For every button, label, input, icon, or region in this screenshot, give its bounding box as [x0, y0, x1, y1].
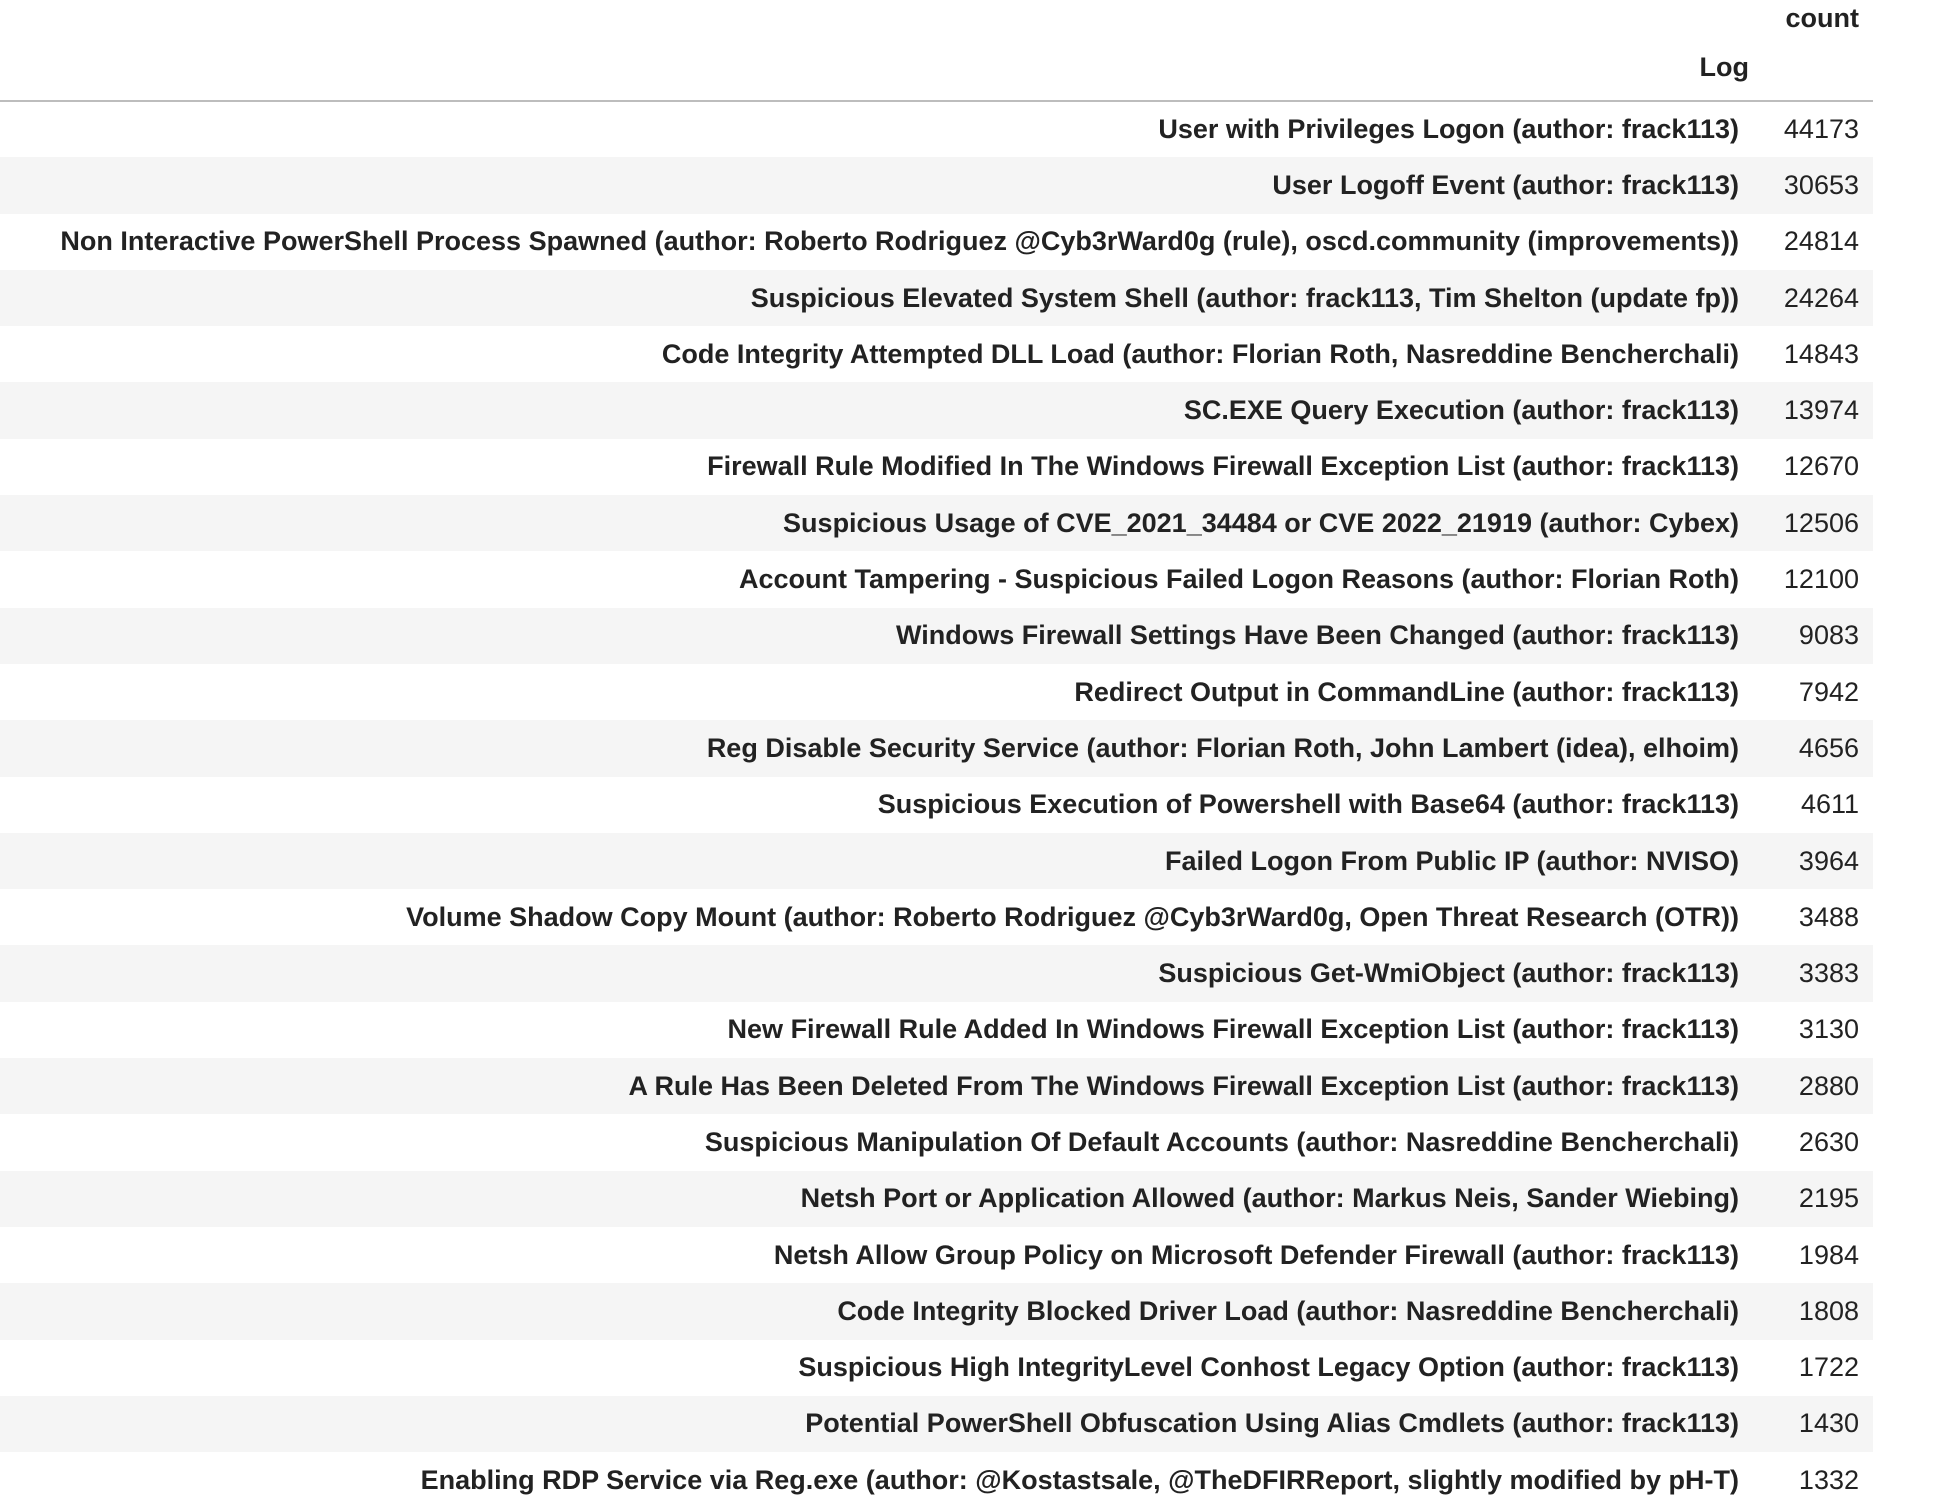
count-cell: 4611	[1800, 789, 1859, 820]
log-name-cell: A Rule Has Been Deleted From The Windows Firewall Exception List (author: frack113)	[628, 1070, 1739, 1101]
table-row	[0, 214, 1873, 270]
count-cell: 3130	[1798, 1014, 1859, 1045]
count-cell: 3964	[1798, 845, 1859, 876]
log-name-cell: Code Integrity Blocked Driver Load (author: Nasreddine Bencherchali)	[837, 1295, 1739, 1326]
count-cell: 3383	[1798, 958, 1859, 989]
table-row	[0, 439, 1873, 495]
table-row	[0, 157, 1873, 213]
count-cell: 44173	[1783, 114, 1859, 145]
log-name-cell: Potential PowerShell Obfuscation Using Alias Cmdlets (author: frack113)	[805, 1408, 1739, 1439]
log-name-cell: User with Privileges Logon (author: frack113)	[1158, 114, 1739, 145]
count-cell: 13974	[1783, 395, 1859, 426]
table-row	[0, 1227, 1873, 1283]
table-row	[0, 1283, 1873, 1339]
log-name-cell: Suspicious Manipulation Of Default Accounts (author: Nasreddine Bencherchali)	[704, 1126, 1739, 1157]
table-row	[0, 270, 1873, 326]
count-cell: 24814	[1783, 226, 1859, 257]
log-name-cell: New Firewall Rule Added In Windows Firewall Exception List (author: frack113)	[727, 1014, 1739, 1045]
count-cell: 2630	[1798, 1126, 1859, 1157]
log-index-header: Log	[0, 34, 1763, 101]
log-name-cell: Netsh Allow Group Policy on Microsoft Defender Firewall (author: frack113)	[773, 1239, 1739, 1270]
log-name-cell: Failed Logon From Public IP (author: NVISO)	[1164, 845, 1739, 876]
log-name-cell: SC.EXE Query Execution (author: frack113)	[1183, 395, 1739, 426]
table-row	[0, 551, 1873, 607]
log-name-cell: Account Tampering - Suspicious Failed Logon Reasons (author: Florian Roth)	[738, 564, 1739, 595]
log-name-cell: Volume Shadow Copy Mount (author: Roberto Rodriguez @Cyb3rWard0g, Open Threat Research (OTR))	[406, 901, 1739, 932]
table-row	[0, 889, 1873, 945]
column-header-row	[0, 0, 1873, 34]
count-cell: 9083	[1798, 620, 1859, 651]
log-name-cell: Suspicious Execution of Powershell with Base64 (author: frack113)	[877, 789, 1739, 820]
table-row	[0, 1171, 1873, 1227]
log-name-cell: Netsh Port or Application Allowed (author: Markus Neis, Sander Wiebing)	[800, 1183, 1739, 1214]
log-name-cell: Windows Firewall Settings Have Been Changed (author: frack113)	[896, 620, 1739, 651]
index-header-spacer	[1763, 34, 1873, 101]
table-body	[0, 101, 1873, 1506]
log-name-cell: Suspicious Elevated System Shell (author: frack113, Tim Shelton (update fp))	[750, 282, 1739, 313]
table-row	[0, 720, 1873, 776]
table-row	[0, 1058, 1873, 1114]
log-name-cell: Code Integrity Attempted DLL Load (author: Florian Roth, Nasreddine Bencherchali)	[661, 338, 1739, 369]
count-cell: 1430	[1798, 1408, 1859, 1439]
count-cell: 2195	[1798, 1183, 1859, 1214]
table-row	[0, 495, 1873, 551]
count-cell: 4656	[1798, 732, 1859, 763]
table-row	[0, 1340, 1873, 1396]
count-cell: 1984	[1798, 1239, 1859, 1270]
log-name-cell: User Logoff Event (author: frack113)	[1272, 169, 1739, 200]
count-cell: 1332	[1798, 1464, 1859, 1495]
count-cell: 24264	[1783, 282, 1859, 313]
log-name-cell: Suspicious Get-WmiObject (author: frack113)	[1158, 958, 1739, 989]
count-cell: 14843	[1783, 338, 1859, 369]
table-row	[0, 664, 1873, 720]
count-cell: 12100	[1783, 564, 1859, 595]
log-name-cell: Suspicious Usage of CVE_2021_34484 or CVE 2022_21919 (author: Cybex)	[783, 507, 1739, 538]
index-name-row	[0, 34, 1873, 101]
log-name-cell: Redirect Output in CommandLine (author: frack113)	[1074, 676, 1739, 707]
table-row	[0, 608, 1873, 664]
count-column-header: count	[1763, 0, 1873, 34]
count-cell: 2880	[1798, 1070, 1859, 1101]
count-cell: 12670	[1783, 451, 1859, 482]
table-row	[0, 833, 1873, 889]
count-cell: 1808	[1798, 1295, 1859, 1326]
log-name-cell: Non Interactive PowerShell Process Spawned (author: Roberto Rodriguez @Cyb3rWard0g (rule), oscd.community (improvements))	[60, 226, 1739, 257]
table-row	[0, 382, 1873, 438]
log-name-cell: Enabling RDP Service via Reg.exe (author: @Kostastsale, @TheDFIRReport, slightly modified by pH-T)	[420, 1464, 1739, 1495]
log-name-cell: Suspicious High IntegrityLevel Conhost Legacy Option (author: frack113)	[798, 1352, 1739, 1383]
count-cell: 3488	[1798, 901, 1859, 932]
count-cell: 30653	[1783, 169, 1859, 200]
table-row	[0, 326, 1873, 382]
header-spacer	[0, 0, 1763, 34]
log-name-cell: Firewall Rule Modified In The Windows Firewall Exception List (author: frack113)	[707, 451, 1739, 482]
table-row	[0, 1002, 1873, 1058]
count-cell: 7942	[1798, 676, 1859, 707]
count-cell: 1722	[1798, 1352, 1859, 1383]
table-row	[0, 1452, 1873, 1506]
log-name-cell: Reg Disable Security Service (author: Florian Roth, John Lambert (idea), elhoim)	[706, 732, 1739, 763]
table-row	[0, 1396, 1873, 1452]
table-row	[0, 101, 1873, 157]
count-cell: 12506	[1783, 507, 1859, 538]
table-row	[0, 777, 1873, 833]
table-row	[0, 945, 1873, 1001]
table-row	[0, 1114, 1873, 1170]
